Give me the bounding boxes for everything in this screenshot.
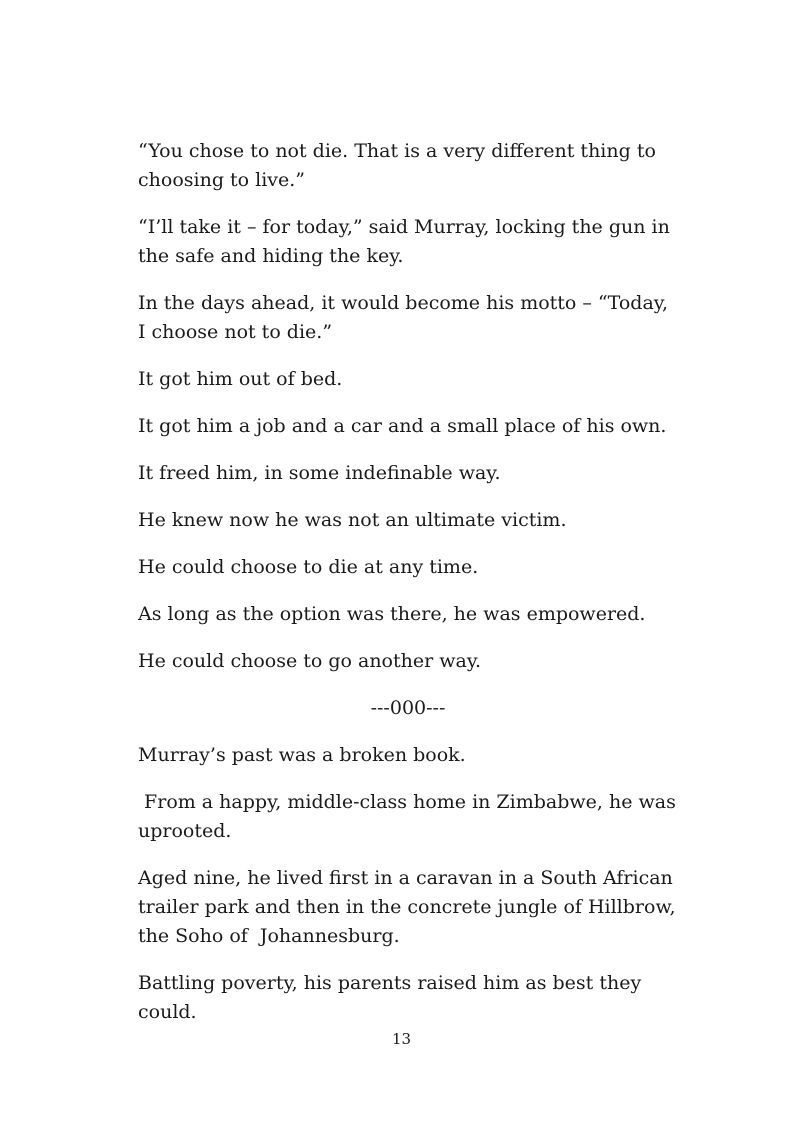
paragraph: In the days ahead, it would become his motto – “Today, I choose not to die.” xyxy=(138,292,675,343)
paragraph: Murray’s past was a broken book. xyxy=(138,744,466,766)
page-number: 13 xyxy=(391,1030,412,1048)
paragraph: He could choose to die at any time. xyxy=(138,556,479,578)
paragraph: As long as the option was there, he was empowered. xyxy=(138,603,646,625)
paragraph: It freed him, in some indefinable way. xyxy=(138,462,501,484)
paragraph: He could choose to go another way. xyxy=(138,650,482,672)
paragraph: Aged nine, he lived first in a caravan in a South African trailer park and then in the concrete jungle of Hillbrow, the Soho of Johannesburg. xyxy=(138,867,682,947)
paragraph: “I’ll take it – for today,” said Murray, locking the gun in the safe and hiding the key. xyxy=(138,216,676,267)
paragraph: Battling poverty, his parents raised him as best they could. xyxy=(138,972,648,1023)
paragraph: He knew now he was not an ultimate victim. xyxy=(138,509,567,531)
paragraph: “You chose to not die. That is a very different thing to choosing to live.” xyxy=(138,140,662,191)
section-break: ---000--- xyxy=(370,697,446,719)
paragraph: From a happy, middle-class home in Zimbabwe, he was uprooted. xyxy=(138,791,682,842)
paragraph: It got him out of bed. xyxy=(138,368,343,390)
body-text xyxy=(138,137,682,1045)
paragraph: It got him a job and a car and a small place of his own. xyxy=(138,415,667,437)
